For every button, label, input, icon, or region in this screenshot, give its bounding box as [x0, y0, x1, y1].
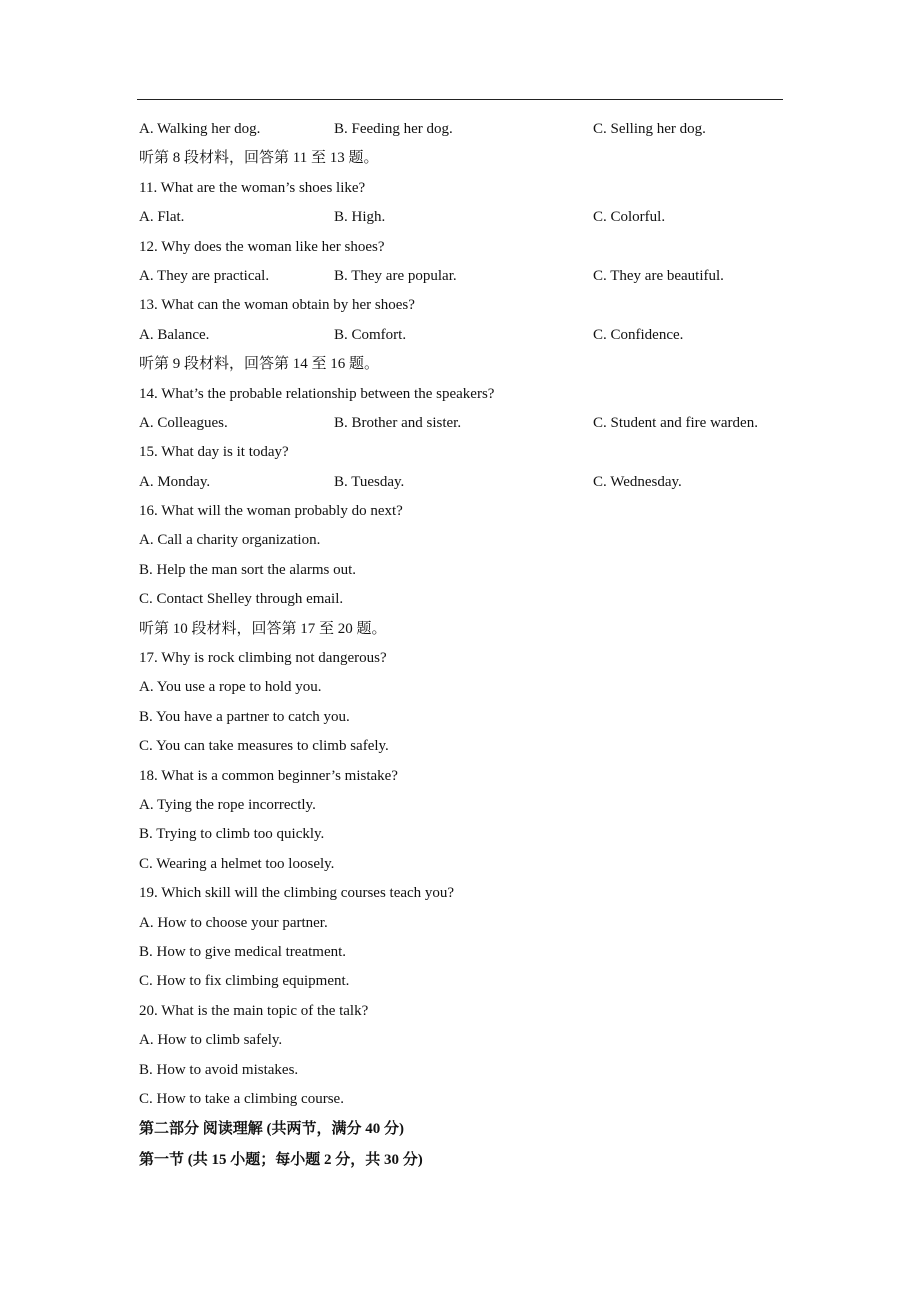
q11-question: 11. What are the woman’s shoes like?	[139, 179, 366, 196]
q13-question: 13. What can the woman obtain by her shoes?	[139, 297, 415, 314]
q20-question: 20. What is the main topic of the talk?	[139, 1002, 369, 1019]
q12-option-a: A. They are practical.	[139, 267, 270, 284]
q10-options	[139, 115, 789, 144]
q19-option-b: B. How to give medical treatment.	[139, 943, 347, 960]
q11-option-c: C. Colorful.	[593, 209, 666, 226]
q13-options	[139, 321, 789, 350]
passage-9-instruction: 听第 9 段材料，回答第 14 至 16 题。	[139, 356, 380, 373]
q17-option-a: A. You use a rope to hold you.	[139, 679, 322, 696]
q10-option-c: C. Selling her dog.	[593, 121, 706, 137]
q14-option-a: A. Colleagues.	[139, 414, 228, 431]
q15-option-b: B. Tuesday.	[334, 473, 405, 490]
q19-option-c: C. How to fix climbing equipment.	[139, 973, 350, 990]
q13-option-a: A. Balance.	[139, 326, 210, 343]
passage-8-instruction: 听第 8 段材料，回答第 11 至 13 题。	[139, 150, 379, 167]
q20-option-c: C. How to take a climbing course.	[139, 1090, 344, 1107]
q18-option-c: C. Wearing a helmet too loosely.	[139, 855, 335, 872]
q18-question: 18. What is a common beginner’s mistake?	[139, 767, 398, 784]
q12-option-c: C. They are beautiful.	[593, 267, 724, 284]
q10-option-a: A. Walking her dog.	[139, 121, 261, 137]
q12-option-b: B. They are popular.	[334, 267, 457, 284]
q13-option-c: C. Confidence.	[593, 326, 684, 343]
passage-10-instruction: 听第 10 段材料，回答第 17 至 20 题。	[139, 620, 387, 637]
part-2-heading: 第二部分 阅读理解 (共两节，满分 40 分)	[139, 1121, 404, 1138]
q14-options	[139, 409, 789, 438]
q16-option-b: B. Help the man sort the alarms out.	[139, 561, 357, 578]
q15-option-a: A. Monday.	[139, 473, 211, 490]
section-1-heading: 第一节 (共 15 小题；每小题 2 分，共 30 分)	[139, 1152, 423, 1169]
q11-option-a: A. Flat.	[139, 209, 185, 226]
q16-option-c: C. Contact Shelley through email.	[139, 591, 344, 608]
q18-option-b: B. Trying to climb too quickly.	[139, 826, 325, 843]
q16-question: 16. What will the woman probably do next?	[139, 503, 403, 520]
q17-option-c: C. You can take measures to climb safely.	[139, 738, 389, 755]
q19-option-a: A. How to choose your partner.	[139, 914, 328, 931]
q11-options	[139, 203, 789, 232]
q15-option-c: C. Wednesday.	[593, 473, 682, 490]
q20-option-b: B. How to avoid mistakes.	[139, 1061, 299, 1078]
q13-option-b: B. Comfort.	[334, 326, 407, 343]
q20-option-a: A. How to climb safely.	[139, 1032, 283, 1049]
q11-option-b: B. High.	[334, 209, 386, 226]
q12-question: 12. Why does the woman like her shoes?	[139, 238, 385, 255]
q12-options	[139, 262, 789, 291]
q15-options	[139, 468, 789, 497]
q17-option-b: B. You have a partner to catch you.	[139, 708, 350, 725]
q15-question: 15. What day is it today?	[139, 444, 289, 461]
q14-question: 14. What’s the probable relationship between the speakers?	[139, 385, 495, 402]
q19-question: 19. Which skill will the climbing courses teach you?	[139, 885, 455, 902]
q10-option-b: B. Feeding her dog.	[334, 121, 453, 137]
q14-option-c: C. Student and fire warden.	[593, 414, 758, 431]
q18-option-a: A. Tying the rope incorrectly.	[139, 796, 316, 813]
q14-option-b: B. Brother and sister.	[334, 414, 462, 431]
header-rule	[137, 99, 783, 100]
exam-content	[139, 115, 789, 1176]
q17-question: 17. Why is rock climbing not dangerous?	[139, 650, 387, 667]
q16-option-a: A. Call a charity organization.	[139, 532, 321, 549]
